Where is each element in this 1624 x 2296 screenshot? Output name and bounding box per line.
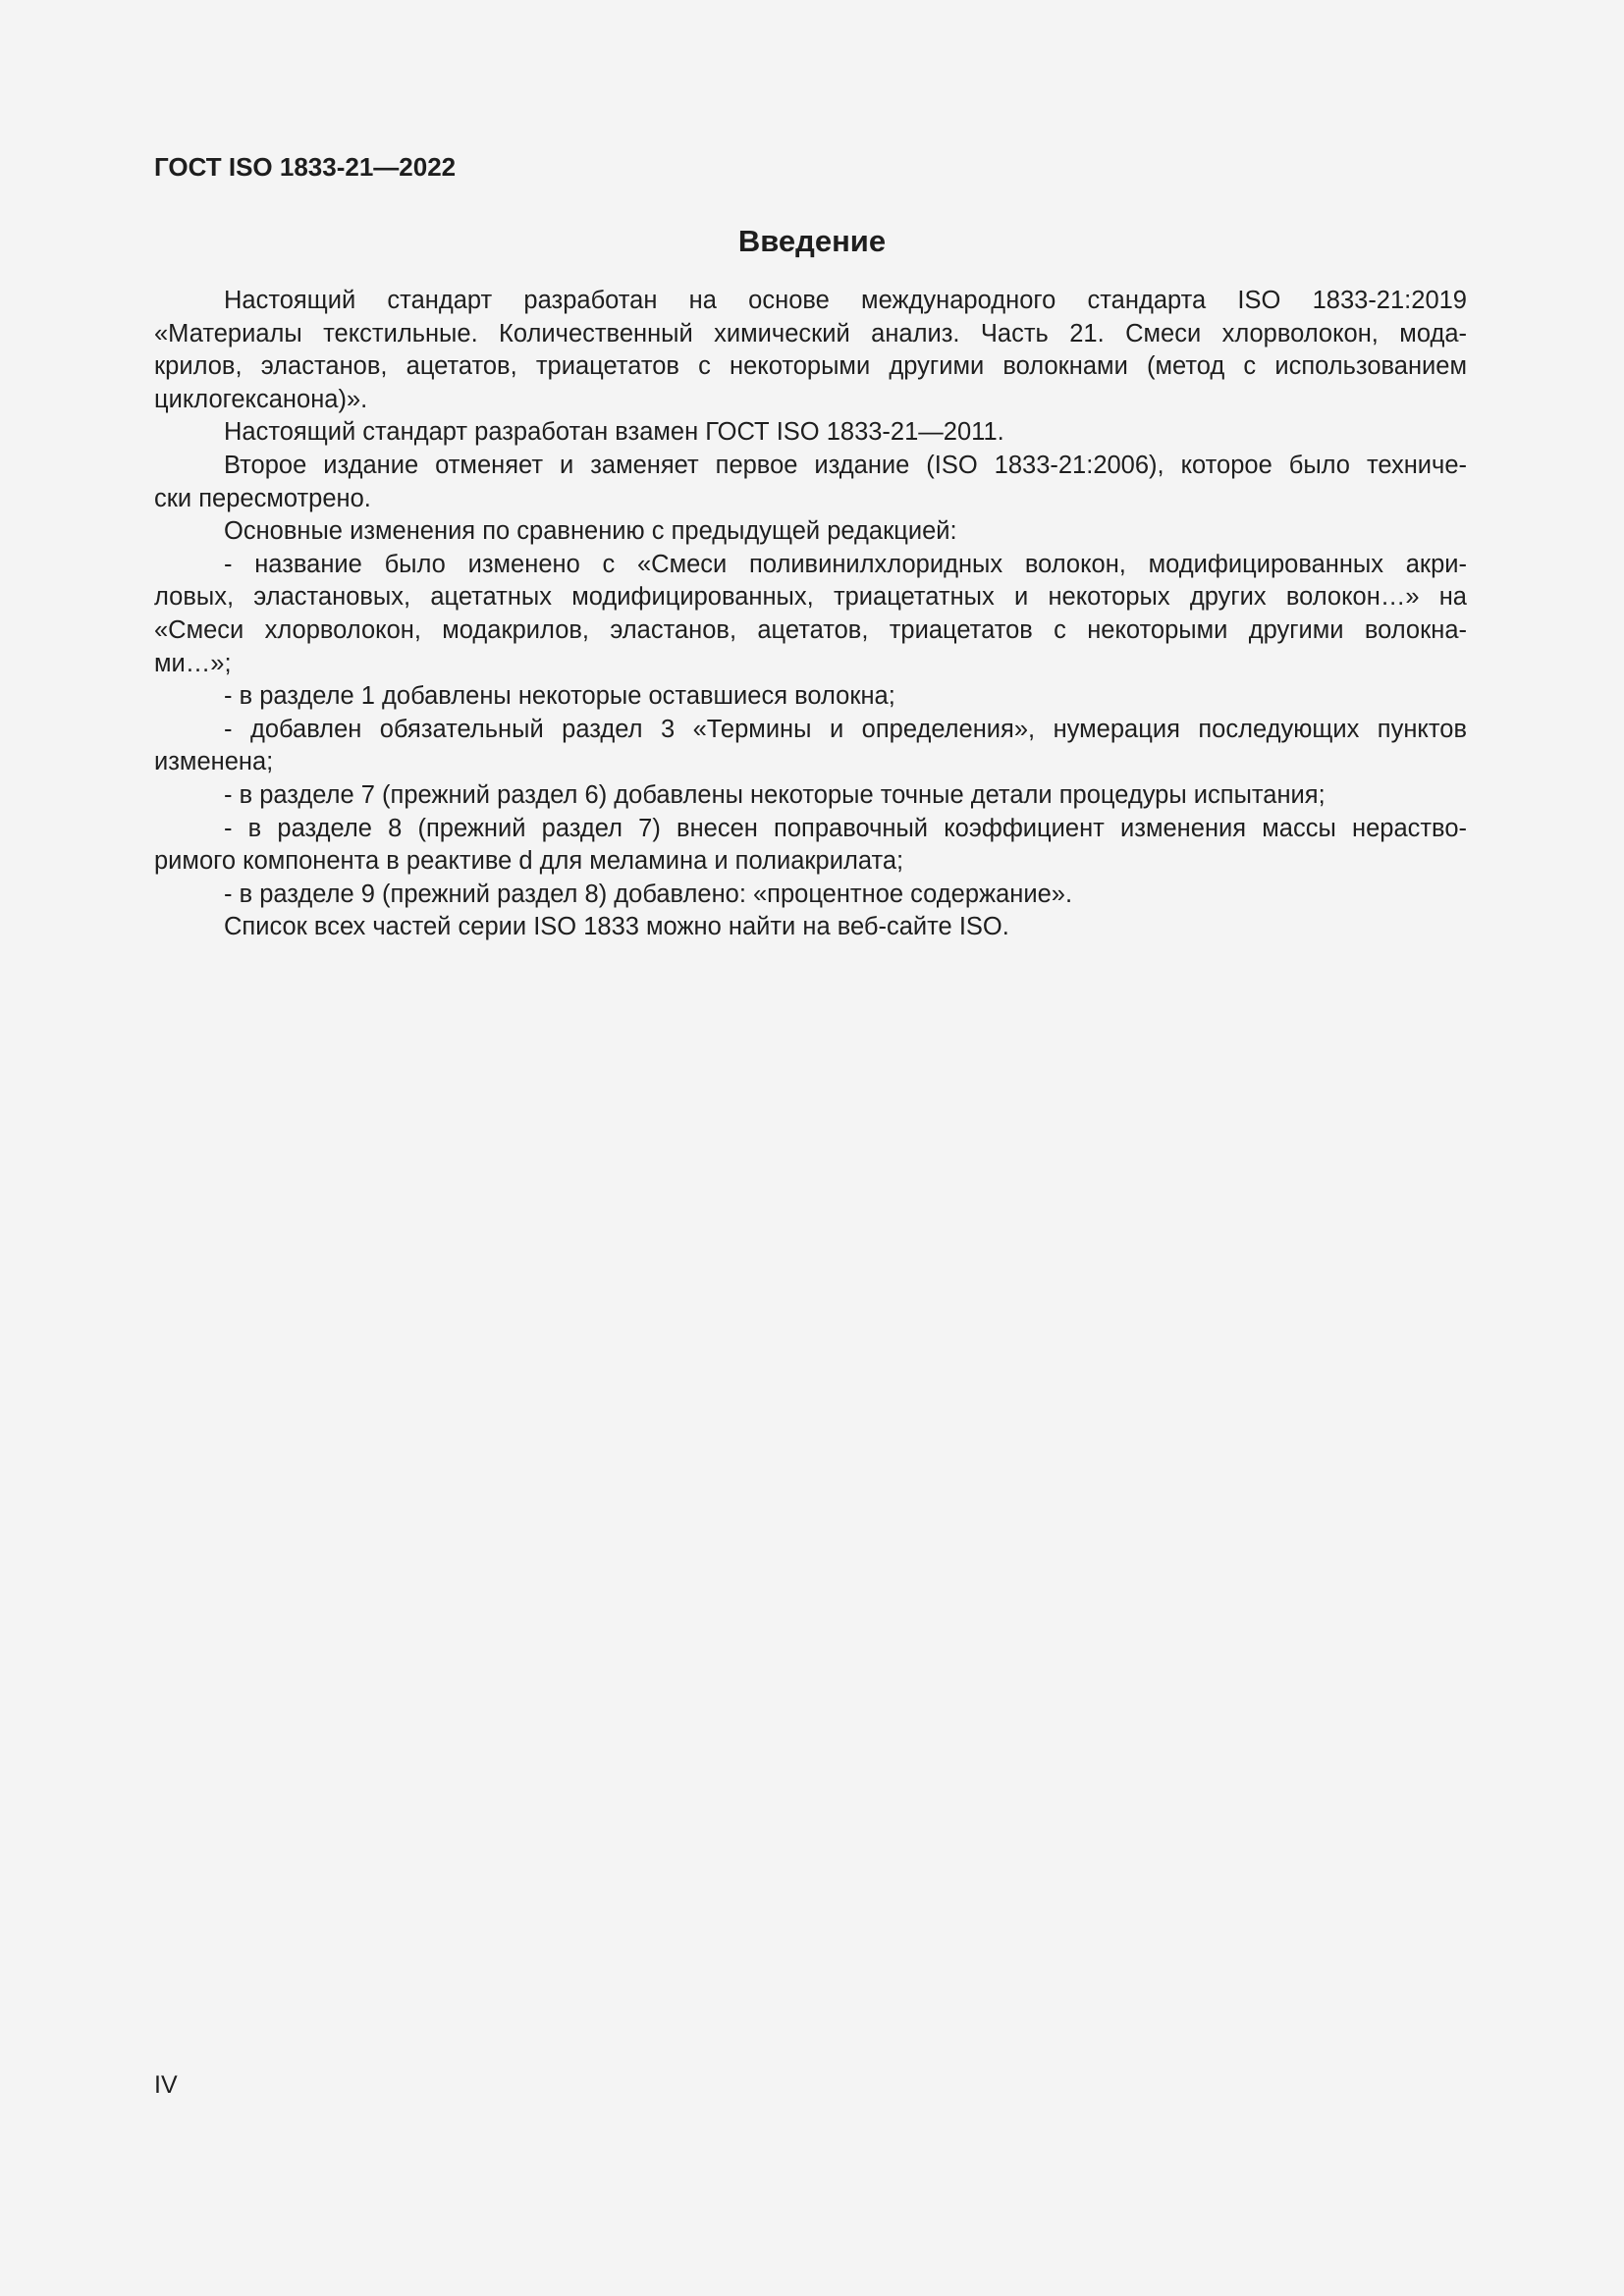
text-line: - в разделе 7 (прежний раздел 6) добавлены некоторые точные детали процедуры испытания; bbox=[224, 780, 1326, 809]
text-line: Список всех частей серии ISO 1833 можно найти на веб-сайте ISO. bbox=[224, 913, 1009, 941]
text-line: римого компонента в реактиве d для меламина и полиакрилата; bbox=[154, 847, 904, 876]
document-body bbox=[154, 285, 1467, 944]
paragraph bbox=[154, 680, 1467, 714]
paragraph bbox=[154, 779, 1467, 813]
text-line: ловых, эластановых, ацетатных модифицированных, триацетатных и некоторых других волокон…» на bbox=[154, 583, 1467, 612]
text-line: - в разделе 1 добавлены некоторые оставшиеся волокна; bbox=[224, 682, 895, 711]
text-line: - в разделе 9 (прежний раздел 8) добавлено: «процентное содержание». bbox=[224, 880, 1073, 908]
paragraph bbox=[154, 285, 1467, 416]
section-title: Введение bbox=[737, 224, 887, 258]
text-line: крилов, эластанов, ацетатов, триацетатов с некоторыми другими волокнами (метод с использованием bbox=[154, 352, 1467, 381]
paragraph bbox=[154, 515, 1467, 549]
page-number: IV bbox=[154, 2071, 178, 2099]
paragraph bbox=[154, 714, 1467, 779]
paragraph bbox=[154, 549, 1467, 680]
paragraph bbox=[154, 879, 1467, 912]
text-line: Настоящий стандарт разработан на основе международного стандарта ISO 1833-21:2019 bbox=[224, 287, 1467, 314]
text-line: Настоящий стандарт разработан взамен ГОСТ ISO 1833-21—2011. bbox=[224, 418, 1004, 447]
text-line: - название было изменено с «Смеси поливинилхлоридных волокон, модифицированных акри- bbox=[224, 550, 1467, 578]
paragraph bbox=[154, 450, 1467, 515]
text-line: Второе издание отменяет и заменяет первое издание (ISO 1833-21:2006), которое было техниче- bbox=[224, 451, 1467, 479]
text-line: ски пересмотрено. bbox=[154, 484, 371, 512]
text-line: Основные изменения по сравнению с предыдущей редакцией: bbox=[224, 517, 957, 546]
paragraph bbox=[154, 813, 1467, 879]
text-line: «Смеси хлорволокон, модакрилов, эластанов, ацетатов, триацетатов с некоторыми другими волокна- bbox=[154, 615, 1467, 644]
text-line: - в разделе 8 (прежний раздел 7) внесен поправочный коэффициент изменения массы нераство- bbox=[224, 814, 1467, 842]
text-line: «Материалы текстильные. Количественный химический анализ. Часть 21. Смеси хлорволокон, мода- bbox=[154, 319, 1467, 347]
document-header: ГОСТ ISO 1833-21—2022 bbox=[154, 152, 457, 182]
paragraph bbox=[154, 416, 1467, 450]
text-line: ми…»; bbox=[154, 649, 232, 677]
text-line: циклогексанона)». bbox=[154, 385, 368, 413]
text-line: изменена; bbox=[154, 748, 274, 776]
text-line: - добавлен обязательный раздел 3 «Термины и определения», нумерация последующих пунктов bbox=[224, 715, 1467, 743]
paragraph bbox=[154, 911, 1467, 944]
